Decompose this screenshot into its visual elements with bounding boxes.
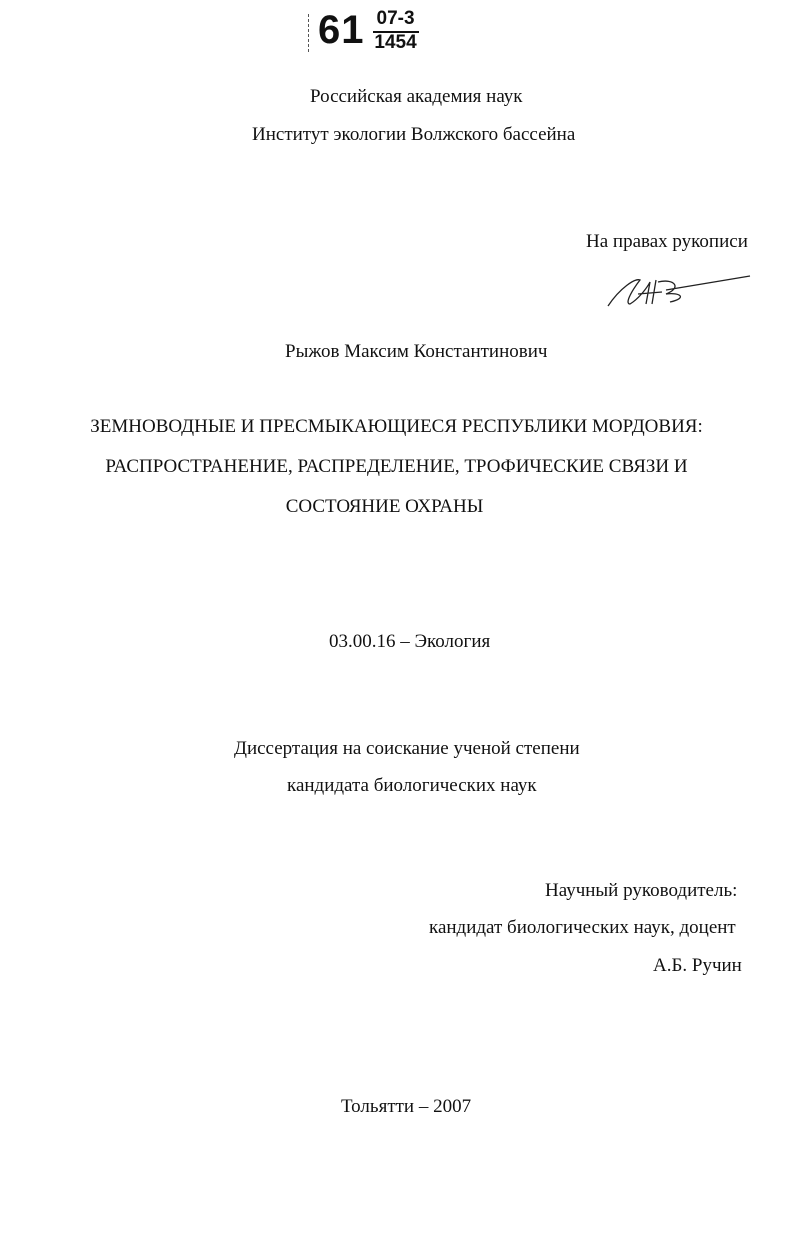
thesis-title-line-2: РАСПРОСТРАНЕНИЕ, РАСПРЕДЕЛЕНИЕ, ТРОФИЧЕСКИЕ СВЯЗИ И (105, 456, 688, 477)
supervisor-label: Научный руководитель: (545, 880, 738, 901)
specialty: 03.00.16 – Экология (329, 631, 491, 652)
signature (600, 268, 760, 313)
degree-line-2: кандидата биологических наук (287, 775, 537, 796)
manuscript-rights: На правах рукописи (586, 231, 748, 252)
stamp-border (308, 14, 309, 52)
institute: Институт экологии Волжского бассейна (252, 124, 576, 145)
stamp-denominator: 1454 (374, 31, 417, 53)
stamp-number: 61 (318, 8, 365, 52)
thesis-title-line-3: СОСТОЯНИЕ ОХРАНЫ (285, 496, 484, 517)
stamp-numerator: 07-3 (373, 9, 419, 33)
author-name: Рыжов Максим Константинович (285, 341, 548, 362)
supervisor-name: А.Б. Ручин (653, 955, 742, 976)
supervisor-rank: кандидат биологических наук, доцент (429, 917, 736, 938)
place-year: Тольятти – 2007 (341, 1096, 472, 1117)
stamp-fraction (373, 9, 419, 53)
organization: Российская академия наук (310, 86, 523, 107)
library-stamp (318, 8, 419, 53)
degree-line-1: Диссертация на соискание ученой степени (234, 738, 580, 759)
thesis-title-line-1: ЗЕМНОВОДНЫЕ И ПРЕСМЫКАЮЩИЕСЯ РЕСПУБЛИКИ МОРДОВИЯ: (90, 416, 703, 437)
